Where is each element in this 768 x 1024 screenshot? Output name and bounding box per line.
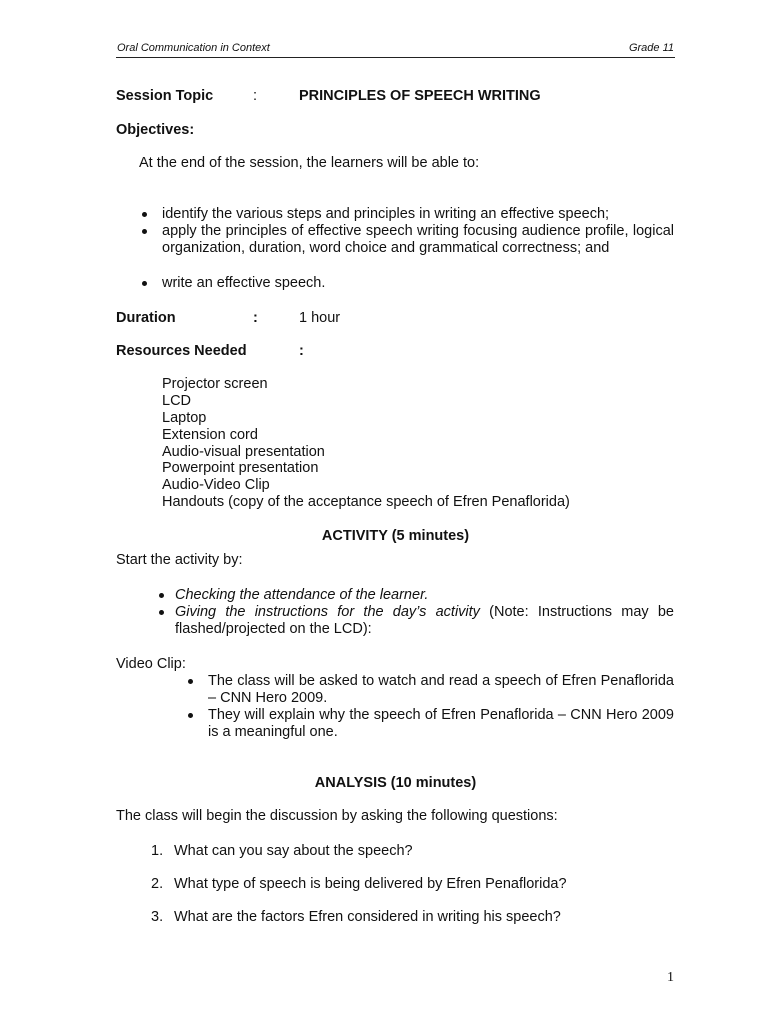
bullet-icon <box>142 281 147 286</box>
resources-label: Resources Needed <box>116 343 247 359</box>
activity-heading: ACTIVITY (5 minutes) <box>321 528 470 544</box>
resource-item: LCD <box>162 393 192 409</box>
activity-item-italic: Giving the instructions for the day’s activity <box>175 604 480 620</box>
analysis-intro: The class will begin the discussion by asking the following questions: <box>116 808 558 824</box>
activity-intro: Start the activity by: <box>116 552 243 568</box>
duration-colon: : <box>253 310 258 326</box>
bullet-icon <box>159 610 164 615</box>
resource-item: Audio-visual presentation <box>162 444 325 460</box>
session-topic-label: Session Topic <box>116 88 214 104</box>
activity-item <box>175 587 674 604</box>
header-rule <box>116 57 675 58</box>
bullet-icon <box>142 212 147 217</box>
resource-item: Handouts (copy of the acceptance speech of Efren Penaflorida) <box>162 494 570 510</box>
objective-item: identify the various steps and principles in writing an effective speech; <box>162 206 610 222</box>
session-topic-colon: : <box>253 88 258 104</box>
resources-colon: : <box>299 343 304 359</box>
page-number: 1 <box>667 970 674 985</box>
activity-item-note: (Note: Instructions may be flashed/projected on the LCD): <box>175 604 674 637</box>
bullet-icon <box>159 593 164 598</box>
resource-item: Audio-Video Clip <box>162 477 270 493</box>
duration-label: Duration <box>116 310 176 326</box>
session-topic-value: PRINCIPLES OF SPEECH WRITING <box>299 88 541 104</box>
bullet-icon <box>188 679 193 684</box>
objective-item: apply the principles of effective speech writing focusing audience profile, logical organization, duration, word choice and grammatical correctness; and <box>162 223 674 256</box>
question-number: 2. <box>151 876 164 892</box>
header-grade: Grade 11 <box>628 42 674 54</box>
resource-item: Extension cord <box>162 427 258 443</box>
bullet-icon <box>142 229 147 234</box>
objectives-label: Objectives: <box>116 122 195 138</box>
video-clip-label: Video Clip: <box>116 656 186 672</box>
video-item: They will explain why the speech of Efren Penaflorida – CNN Hero 2009 is a meaningful one. <box>208 707 674 740</box>
header-course-title: Oral Communication in Context <box>117 42 270 54</box>
resource-item: Laptop <box>162 410 207 426</box>
activity-item-italic: Checking the attendance of the learner. <box>175 587 429 603</box>
question-text: What type of speech is being delivered by Efren Penaflorida? <box>174 876 567 892</box>
question-number: 3. <box>151 909 164 925</box>
question-number: 1. <box>151 843 164 859</box>
analysis-heading: ANALYSIS (10 minutes) <box>314 775 477 791</box>
video-item: The class will be asked to watch and read a speech of Efren Penaflorida – CNN Hero 2009. <box>208 673 674 706</box>
resource-item: Projector screen <box>162 376 268 392</box>
objectives-intro: At the end of the session, the learners will be able to: <box>139 155 480 171</box>
objective-item: write an effective speech. <box>162 275 326 291</box>
activity-item <box>175 604 674 638</box>
bullet-icon <box>188 713 193 718</box>
question-text: What are the factors Efren considered in writing his speech? <box>174 909 561 925</box>
resource-item: Powerpoint presentation <box>162 460 319 476</box>
question-text: What can you say about the speech? <box>174 843 413 859</box>
duration-value: 1 hour <box>299 310 341 326</box>
